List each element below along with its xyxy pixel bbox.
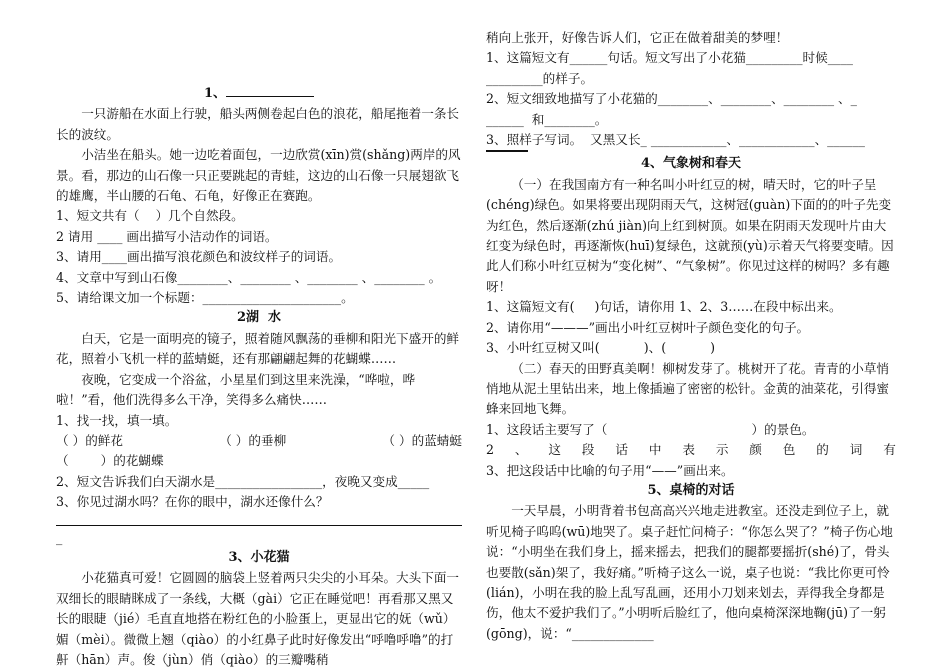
q4b2-char: 段 [581,442,595,458]
question-2-2: 2、短文告诉我们白天湖水是_________________，夜晚又变成_____ [56,473,430,489]
section-4-title: 4、气象树和春天 [640,156,742,172]
question-1-3: 3、请用____画出描写浪花颜色和波纹样子的词语。 [56,249,342,265]
blank-willow: （ ）的垂柳 [219,432,287,448]
question-2-1-blanks [56,431,462,451]
question-3-2-cont: ______ 和________。 [486,111,608,127]
section-1-title [56,84,462,104]
answer-line-tail: _ [56,529,63,545]
right-column [486,0,896,644]
passage-1-para-1: 一只游船在水面上行驶，船头两侧卷起白色的浪花，船尾拖着一条长长的波纹。 [56,106,459,142]
q4b2-char: 话 [615,442,628,458]
q4b2-char: 、 [514,442,528,458]
passage-3-para-1: 小花猫真可爱！它圆圆的脑袋上竖着两只尖尖的小耳朵。大头下面一双细长的眼睛眯成了一条线，大概（gài）它正在睡觉吧！再看那又黑又长的眼睫（jié）毛直直地搭在粉红色的小脸蛋上，更显出它的妩（wǔ）媚（mèi）。微微上翘（qiào）的小红鼻子此时好像发出“呼噜呼噜”的打鼾（hān）声。俊（jùn）俏（qiào）的三瓣嘴稍 [56,570,459,667]
passage-2-para-1: 白天，它是一面明亮的镜子，照着随风飘荡的垂柳和阳光下盛开的鲜花，照着小飞机一样的蓝蜻蜓，还有那翩翩起舞的花蝴蝶…… [56,330,459,367]
question-4b-2 [486,440,896,460]
question-4-2: 2、请你用“———”画出小叶红豆树叶子颜色变化的句子。 [486,319,810,335]
passage-4-para-1: （一）在我国南方有一种名叫小叶红豆的树，晴天时，它的叶子呈(chéng)绿色。如果将要出现阴雨天气，这树冠(guàn)下面的的叶子先变为红色，然后逐渐(zhú jiàn)向上红到树顶。如果在阴雨天发现叶片由大红变为绿色时，再逐渐恢(huī)复绿色，这就预(yù)示着天气将要变晴。因此人们称小叶红豆树为“变化树”、“气象树”。你见过这样的树吗？多有趣呀！ [486,176,894,294]
passage-1-para-2: 小洁坐在船头。她一边吃着面包，一边欣赏(xīn)赏(shǎng)两岸的风景。看，那边的山石像一只正要跳起的青蛙，这边的山石像一只展翅欲飞的雄鹰，半山腰的石龟、石龟，好像正在赛跑。 [56,147,461,204]
section-2-title: 2湖 水 [236,310,282,326]
answer-line [56,515,462,526]
blank-dragonfly: （ ）的蓝蜻蜓 [382,432,462,448]
left-column [56,0,462,670]
passage-3-continued: 稍向上张开，好像告诉人们，它正在做着甜美的梦哩！ [486,30,789,45]
q4b2-char: 有 [883,442,896,458]
question-1-4: 4、文章中写到山石像________、________ 、________ 、________ 。 [56,269,442,285]
q4b2-char: 示 [715,442,729,458]
q4b2-char: 的 [816,442,829,458]
q4b2-char: 词 [849,442,863,458]
section-1-title-blank [226,96,314,97]
question-4-3: 3、小叶红豆树又叫( )、( ) [486,340,716,356]
question-4-1: 1、这篇短文有( )句话，请你用 1、2、3……在段中标出来。 [486,299,842,315]
question-3-1-cont: _________的样子。 [486,70,594,86]
section-3-title: 3、小花猫 [228,549,290,565]
question-1-1: 1、短文共有（ ）几个自然段。 [56,208,244,224]
question-3-3: 3、照样子写词。 又黑又长_ ____________、____________、______ [486,132,865,148]
q4b2-char: 色 [782,442,796,458]
passage-2-para-2: 夜晚，它变成一个浴盆，小星星们到这里来洗澡，“哗啦，哗啦！”看，他们洗得多么干净，笑得多么痛快…… [56,371,416,408]
passage-4-para-2: （二）春天的田野真美啊！柳树发芽了。桃树开了花。青青的小草悄悄地从泥土里钻出来，地上像插遍了密密的松针。金黄的油菜花，引得蜜蜂来回地飞舞。 [486,360,889,417]
question-3-3-underline [486,150,528,152]
section-1-number: 1、 [203,86,227,101]
blank-butterfly: （ ）的花蝴蝶 [56,453,164,469]
question-1-5: 5、请给课文加一个标题：______________________。 [56,290,354,306]
section-5-title: 5、桌椅的对话 [647,482,735,498]
q4b2-char: 颜 [749,442,762,458]
question-4b-1: 1、这段话主要写了（ ）的景色。 [486,421,815,437]
q4b2-char: 2 [486,442,495,458]
question-2-3: 3、你见过湖水吗？在你的眼中，湖水还像什么？ [56,494,329,510]
q4b2-char: 这 [548,442,561,458]
question-4b-3: 3、把这段话中比喻的句子用“——”画出来。 [486,462,734,478]
question-2-1: 1、找一找，填一填。 [56,412,178,428]
q4b2-char: 表 [682,442,695,458]
q4b2-char: 中 [648,442,662,458]
passage-5-para-1: 一天早晨，小明背着书包高高兴兴地走进教室。还没走到位子上，就听见椅子呜呜(wū)地哭了。桌子赶忙问椅子：“你怎么哭了？”椅子伤心地说：“小明坐在我们身上，摇来摇去，把我们的腿都要摇折(shé)了，骨头也要散(sǎn)架了，我好痛。”听椅子这么一说，桌子也说：“我比你更可怜(lián)，小明在我的脸上乱写乱画，还用小刀划来划去，弄得我全身都是伤，他太不爱护我们了。”小明听后脸红了，他向桌椅深深地鞠(jū)了一躬(gōng)，说：“_____________ [486,503,893,641]
question-3-2: 2、短文细致地描写了小花猫的________、________、________ 、_ [486,91,857,107]
question-1-2: 2 请用 ____ 画出描写小洁动作的词语。 [56,228,278,244]
question-3-1: 1、这篇短文有______句话。短文写出了小花猫_________时候____ [486,50,853,66]
blank-flowers: （ ）的鲜花 [56,432,123,448]
